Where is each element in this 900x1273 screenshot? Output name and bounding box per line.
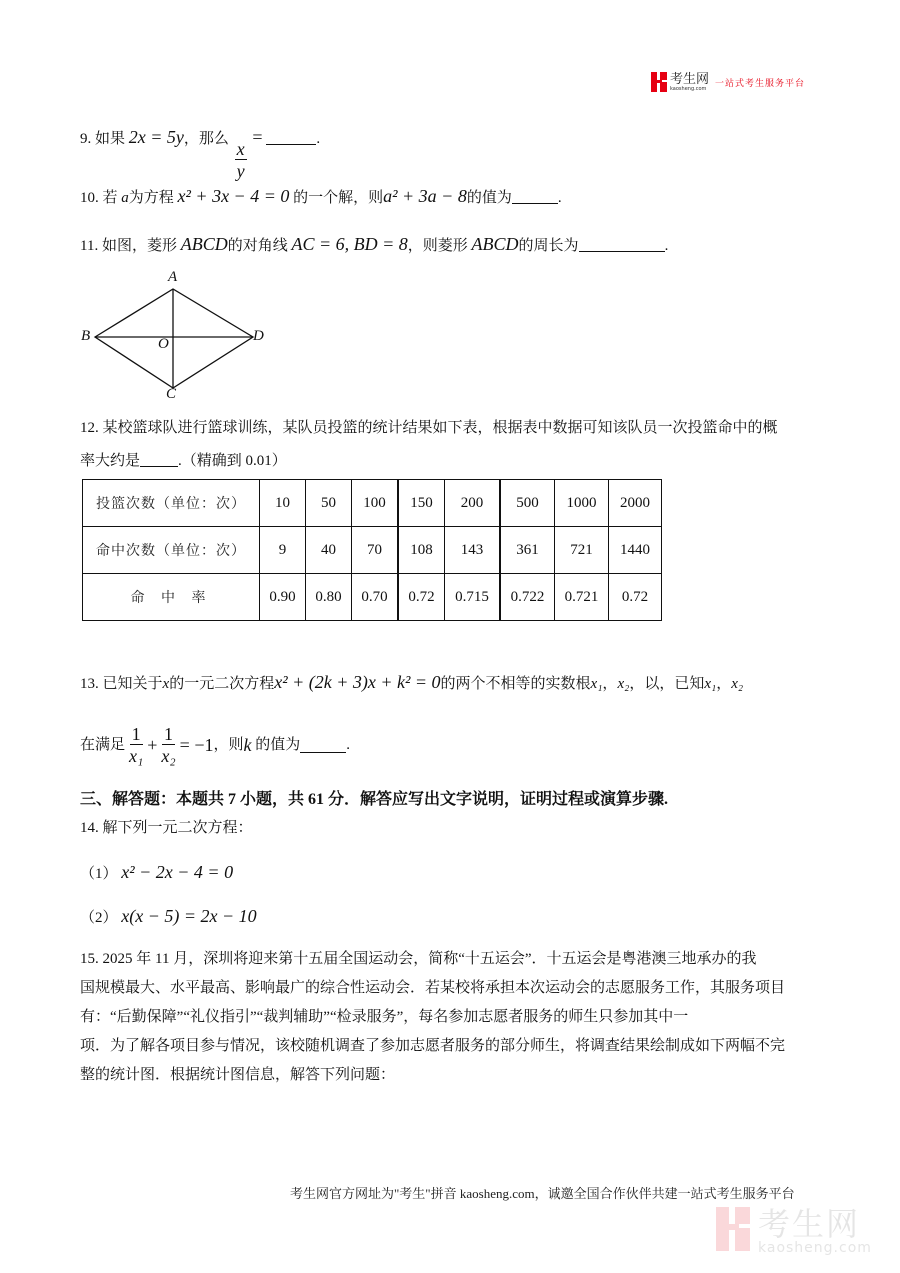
root-x2: x₂ (617, 676, 630, 692)
header-slogan: 一站式考生服务平台 (715, 78, 806, 89)
question-text: .（精确到 0.01） (178, 453, 287, 469)
watermark-en: kaosheng.com (758, 1240, 872, 1256)
root-x2: x₂ (731, 676, 744, 692)
question-text: 的周长为 (518, 238, 579, 254)
root-x1: x₁ (704, 676, 717, 692)
question-text: 解下列一元二次方程： (102, 820, 253, 836)
rhombus-diagram-icon (78, 268, 278, 408)
logo-cn-text: 考生网 (670, 71, 710, 87)
punctuation: . (316, 131, 321, 147)
question-number: 14. (80, 820, 99, 836)
table-cell: 50 (306, 480, 352, 527)
math-expression: 2x = 5y (128, 127, 184, 147)
header-logo (651, 72, 805, 92)
answer-blank (300, 738, 346, 753)
question-text: ，则菱形 (407, 238, 468, 254)
row-header: 投篮次数（单位：次） (83, 480, 260, 527)
table-cell: 200 (445, 480, 501, 527)
question-text: 某校篮球队进行篮球训练，某队员投篮的统计结果如下表，根据表中数据可知该队员一次投篮命中的概 (102, 420, 778, 436)
answer-blank (579, 237, 665, 252)
question-text: ，则 (213, 737, 244, 753)
question-text: 如图，菱形 (101, 238, 177, 254)
part-label: （1） (80, 866, 118, 882)
question-11 (80, 234, 668, 256)
table-cell: 0.72 (398, 574, 445, 621)
table-cell: 2000 (609, 480, 662, 527)
table-cell: 1440 (609, 527, 662, 574)
table-row (83, 480, 662, 527)
answer-blank (140, 452, 178, 467)
logo-en-text: kaosheng.com (670, 85, 707, 92)
fraction-x-over-y (235, 139, 247, 182)
fraction-denominator: y (236, 161, 245, 181)
paragraph-line: 有：“后勤保障”“礼仪指引”“裁判辅助”“检录服务”，每名参加志愿者服务的师生只参加其中一 (80, 1009, 689, 1025)
table-cell: 10 (260, 480, 306, 527)
question-9 (80, 127, 320, 182)
math-expression: x² + (2k + 3)x + k² = 0 (274, 672, 441, 692)
punctuation: . (557, 190, 562, 206)
fraction-numerator: 1 (131, 723, 141, 744)
table-cell: 9 (260, 527, 306, 574)
punctuation: ， (602, 676, 618, 692)
paragraph-line: 15. 2025 年 11 月，深圳将迎来第十五届全国运动会，简称“十五运会”．十五运会是粤港澳三地承办的我 (80, 951, 757, 967)
question-12-line-1 (80, 418, 778, 438)
table-cell: 500 (500, 480, 555, 527)
table-cell: 0.722 (500, 574, 555, 621)
question-text: 率大约是 (80, 453, 141, 469)
question-number: 9. (80, 131, 92, 147)
table-cell: 0.70 (352, 574, 399, 621)
fraction-denominator: x₁ (129, 745, 144, 766)
shape-label: ABCD (471, 234, 519, 254)
question-text: 的对角线 (227, 238, 288, 254)
fraction-numerator: 1 (164, 723, 174, 744)
question-14-part-2 (80, 906, 257, 928)
watermark (716, 1207, 872, 1255)
shooting-stats-table (82, 479, 662, 621)
row-header: 命中次数（单位：次） (83, 527, 260, 574)
fraction-denominator: x₂ (161, 745, 176, 766)
paragraph-line: 国规模最大、水平最高、影响最广的综合性运动会．若某校将承担本次运动会的志愿服务工作，其服务项目 (80, 980, 786, 996)
table-cell: 40 (306, 527, 352, 574)
fraction-1-over-x1 (127, 724, 145, 767)
question-number: 13. (80, 676, 99, 692)
section-title: 三、解答题：本题共 7 小题，共 61 分．解答应写出文字说明，证明过程或演算步骤. (80, 791, 669, 808)
table-cell: 108 (398, 527, 445, 574)
question-text: 若 (102, 190, 118, 206)
math-expression: x² − 2x − 4 = 0 (121, 862, 234, 882)
table-cell: 0.721 (555, 574, 609, 621)
math-expression: = −1 (179, 735, 214, 755)
question-text: ，那么 (183, 131, 229, 147)
watermark-cn: 考生网 (758, 1205, 861, 1243)
math-expression: x(x − 5) = 2x − 10 (121, 906, 257, 926)
table-cell: 361 (500, 527, 555, 574)
table-cell: 100 (352, 480, 399, 527)
question-13-line-1 (80, 672, 743, 694)
question-text: 在满足 (80, 737, 126, 753)
table-cell: 0.80 (306, 574, 352, 621)
table-cell: 1000 (555, 480, 609, 527)
paragraph-line: 项．为了解各项目参与情况，该校随机调查了参加志愿者服务的部分师生，将调查结果绘制成如下两幅不完 (80, 1038, 786, 1054)
table-cell: 143 (445, 527, 501, 574)
root-x1: x₁ (590, 676, 603, 692)
question-number: 12. (80, 420, 99, 436)
question-text: 的一元二次方程 (169, 676, 275, 692)
question-text: 的两个不相等的实数根 (440, 676, 591, 692)
paragraph-line: 整的统计图．根据统计图信息，解答下列问题： (80, 1067, 396, 1083)
question-text: 的一个解，则 (293, 190, 384, 206)
question-text: 为方程 (128, 190, 174, 206)
punctuation: ， (716, 676, 732, 692)
table-row (83, 527, 662, 574)
kaosheng-watermark-icon (716, 1207, 750, 1251)
question-15 (80, 945, 820, 1090)
table-cell: 0.72 (609, 574, 662, 621)
variable-x: x (162, 676, 170, 692)
question-number: 11. (80, 238, 99, 254)
fraction-numerator: x (236, 139, 245, 159)
equals-sign: = (252, 127, 263, 147)
plus-sign: + (147, 735, 158, 755)
answer-blank (266, 130, 316, 145)
variable-k: k (243, 735, 252, 755)
table-cell: 0.90 (260, 574, 306, 621)
label-o: O (158, 336, 169, 352)
math-expression: AC = 6, BD = 8 (291, 234, 408, 254)
table-row (83, 574, 662, 621)
label-d: D (253, 328, 264, 344)
table-cell: 150 (398, 480, 445, 527)
rhombus-figure (78, 268, 278, 408)
kaosheng-logo-icon (651, 72, 667, 92)
part-label: （2） (80, 910, 118, 926)
question-text: 如果 (95, 131, 126, 147)
question-text: 已知关于 (102, 676, 163, 692)
question-number: 10. (80, 190, 99, 206)
footer-text: 考生网官方网址为"考生"拼音 kaosheng.com，诚邀全国合作伙伴共建一站式考生服务平台 (290, 1186, 795, 1201)
label-b: B (81, 328, 91, 344)
table-cell: 70 (352, 527, 399, 574)
table-cell: 721 (555, 527, 609, 574)
label-c: C (166, 386, 177, 402)
question-10 (80, 186, 562, 208)
question-14 (80, 818, 253, 838)
punctuation: . (664, 238, 669, 254)
shape-label: ABCD (180, 234, 228, 254)
math-expression: x² + 3x − 4 = 0 (177, 186, 290, 206)
question-12-line-2 (80, 451, 287, 471)
variable-a: a (121, 190, 129, 206)
question-13-line-2 (80, 720, 350, 770)
question-text: 的值为 (255, 737, 301, 753)
question-14-part-1 (80, 862, 233, 884)
table-cell: 0.715 (445, 574, 501, 621)
answer-blank (512, 189, 558, 204)
punctuation: . (346, 737, 351, 753)
fraction-1-over-x2 (159, 724, 177, 767)
question-text: 的值为 (466, 190, 512, 206)
question-text: ，以，已知 (629, 676, 705, 692)
math-expression: a² + 3a − 8 (383, 186, 467, 206)
row-header: 命 中 率 (83, 574, 260, 621)
label-a: A (168, 269, 178, 285)
